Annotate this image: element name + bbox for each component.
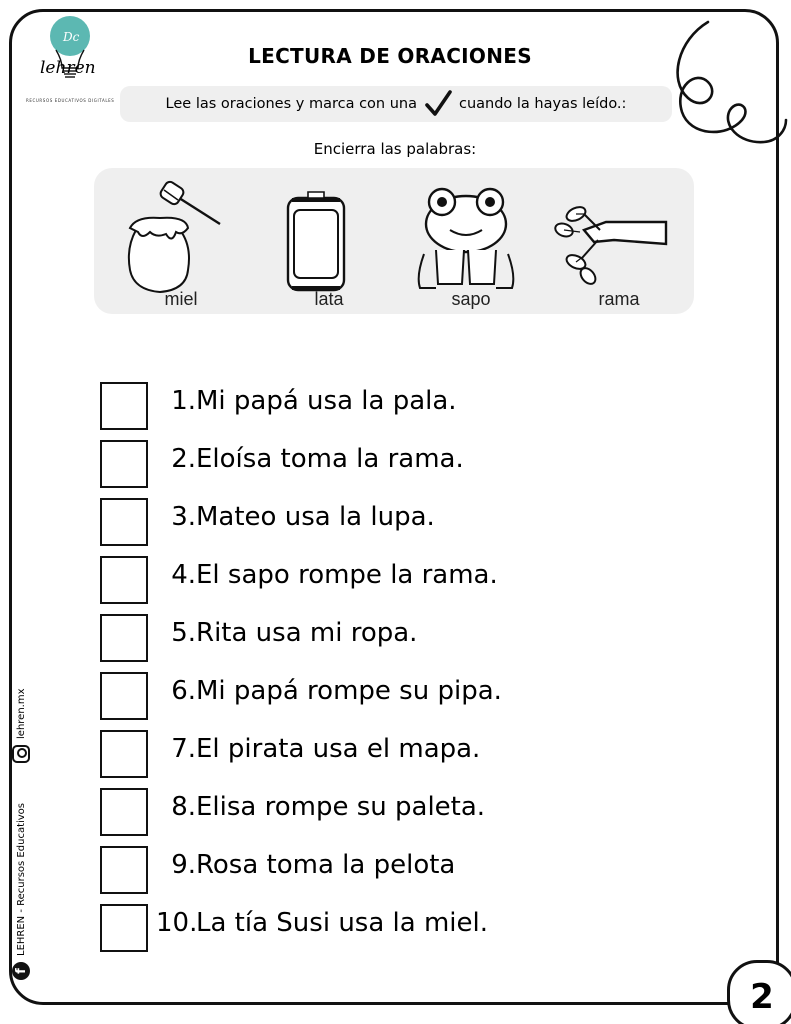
page-number-tab — [727, 960, 791, 1024]
sentence-text: La tía Susi usa la miel. — [196, 908, 488, 938]
sentence-number: 10. — [156, 908, 198, 938]
checkmark-icon — [423, 89, 453, 119]
sentence-row-6 — [100, 672, 660, 722]
read-checkbox[interactable] — [100, 672, 148, 720]
sentence-text: Rosa toma la pelota — [196, 850, 456, 880]
word-item-miel — [116, 168, 246, 314]
word-label: miel — [164, 289, 198, 309]
words-panel — [94, 168, 694, 314]
sentence-number: 8. — [171, 792, 196, 822]
sentence-row-10 — [100, 904, 660, 954]
read-checkbox[interactable] — [100, 556, 148, 604]
sentence-text: El pirata usa el mapa. — [196, 734, 481, 764]
instruction-text-before: Lee las oraciones y marca con una — [165, 96, 417, 112]
instruction-text-after: cuando la hayas leído.: — [458, 96, 627, 112]
sentence-number: 5. — [171, 618, 196, 648]
sentence-text: Mi papá usa la pala. — [196, 386, 457, 416]
page-number: 2 — [750, 977, 774, 1017]
sentence-text: El sapo rompe la rama. — [196, 560, 498, 590]
word-label: lata — [314, 289, 344, 309]
sentence-row-2 — [100, 440, 660, 490]
sentence-number: 2. — [171, 444, 196, 474]
read-checkbox[interactable] — [100, 846, 148, 894]
sentence-row-8 — [100, 788, 660, 838]
read-checkbox[interactable] — [100, 730, 148, 778]
sentence-text: Elisa rompe su paleta. — [196, 792, 486, 822]
word-item-lata — [264, 168, 394, 314]
logo-tagline: RECURSOS EDUCATIVOS DIGITALES — [26, 98, 115, 103]
honey-pot-icon — [116, 178, 246, 298]
sentence-row-3 — [100, 498, 660, 548]
instruction-banner — [120, 86, 672, 122]
page-title: LECTURA DE ORACIONES — [248, 44, 532, 68]
side-credits — [12, 688, 30, 980]
sentence-row-4 — [100, 556, 660, 606]
word-label: sapo — [451, 289, 491, 309]
word-item-rama — [554, 168, 684, 314]
words-section-title: Encierra las palabras: — [313, 140, 477, 158]
sentence-text: Mi papá rompe su pipa. — [196, 676, 502, 706]
sentence-number: 3. — [171, 502, 196, 532]
word-label: rama — [598, 289, 640, 309]
word-item-sapo — [406, 168, 536, 314]
sentence-number: 1. — [171, 386, 196, 416]
can-icon — [264, 178, 394, 298]
read-checkbox[interactable] — [100, 440, 148, 488]
facebook-icon[interactable]: f — [12, 962, 30, 980]
read-checkbox[interactable] — [100, 904, 148, 952]
sentence-text: Rita usa mi ropa. — [196, 618, 418, 648]
sentence-text: Mateo usa la lupa. — [196, 502, 435, 532]
sentence-row-1 — [100, 382, 660, 432]
read-checkbox[interactable] — [100, 788, 148, 836]
credits-text: LEHREN - Recursos Educativos — [15, 802, 27, 956]
read-checkbox[interactable] — [100, 382, 148, 430]
frog-icon — [406, 178, 536, 298]
sentence-number: 9. — [171, 850, 196, 880]
sentence-row-7 — [100, 730, 660, 780]
logo-brand: lehren — [40, 58, 96, 78]
sentence-number: 4. — [171, 560, 196, 590]
sentence-number: 6. — [171, 676, 196, 706]
read-checkbox[interactable] — [100, 614, 148, 662]
logo-monogram: Dc — [63, 30, 80, 44]
instagram-handle[interactable]: lehren.mx — [15, 688, 27, 739]
sentence-row-5 — [100, 614, 660, 664]
sentence-number: 7. — [171, 734, 196, 764]
read-checkbox[interactable] — [100, 498, 148, 546]
branch-icon — [554, 178, 684, 298]
sentence-row-9 — [100, 846, 660, 896]
sentence-text: Eloísa toma la rama. — [196, 444, 464, 474]
swirl-decoration-icon — [668, 20, 788, 150]
instagram-icon[interactable] — [12, 745, 30, 763]
